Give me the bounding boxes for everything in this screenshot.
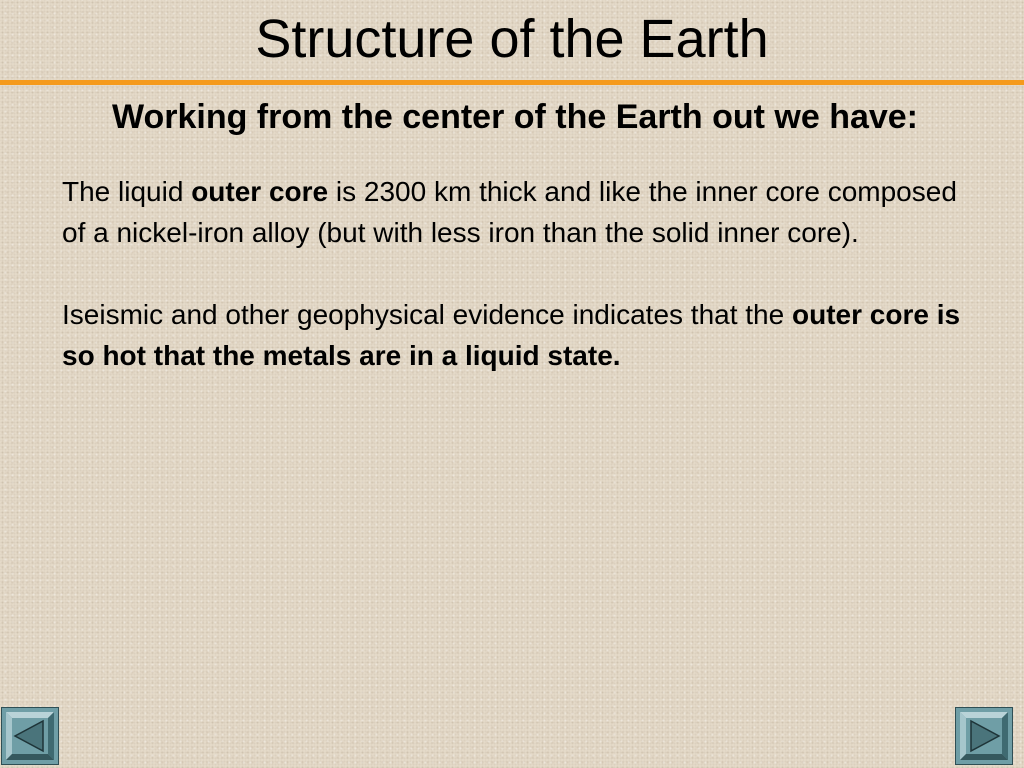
paragraph2-text-start: Iseismic and other geophysical evidence indicates that the (62, 299, 792, 330)
paragraph1-text-end: is 2300 km thick and like the inner core composed of a nickel-iron alloy (but with less iron than the solid inner core). (62, 176, 957, 248)
paragraph1-bold-term: outer core (191, 176, 329, 207)
next-slide-button[interactable] (955, 707, 1013, 765)
title-divider (0, 80, 1024, 85)
right-triangle-icon (956, 708, 1012, 764)
previous-slide-button[interactable] (1, 707, 59, 765)
slide-title: Structure of the Earth (255, 9, 769, 69)
paragraph-outer-core (62, 171, 962, 253)
paragraph-evidence (62, 294, 962, 376)
slide-body (62, 171, 962, 376)
slide-subtitle: Working from the center of the Earth out we have: (111, 98, 919, 136)
paragraph1-text-start: The liquid (62, 176, 192, 207)
left-triangle-icon (2, 708, 58, 764)
paragraph2-bold-statement: outer core is so hot that the metals are in a liquid state. (62, 299, 961, 371)
